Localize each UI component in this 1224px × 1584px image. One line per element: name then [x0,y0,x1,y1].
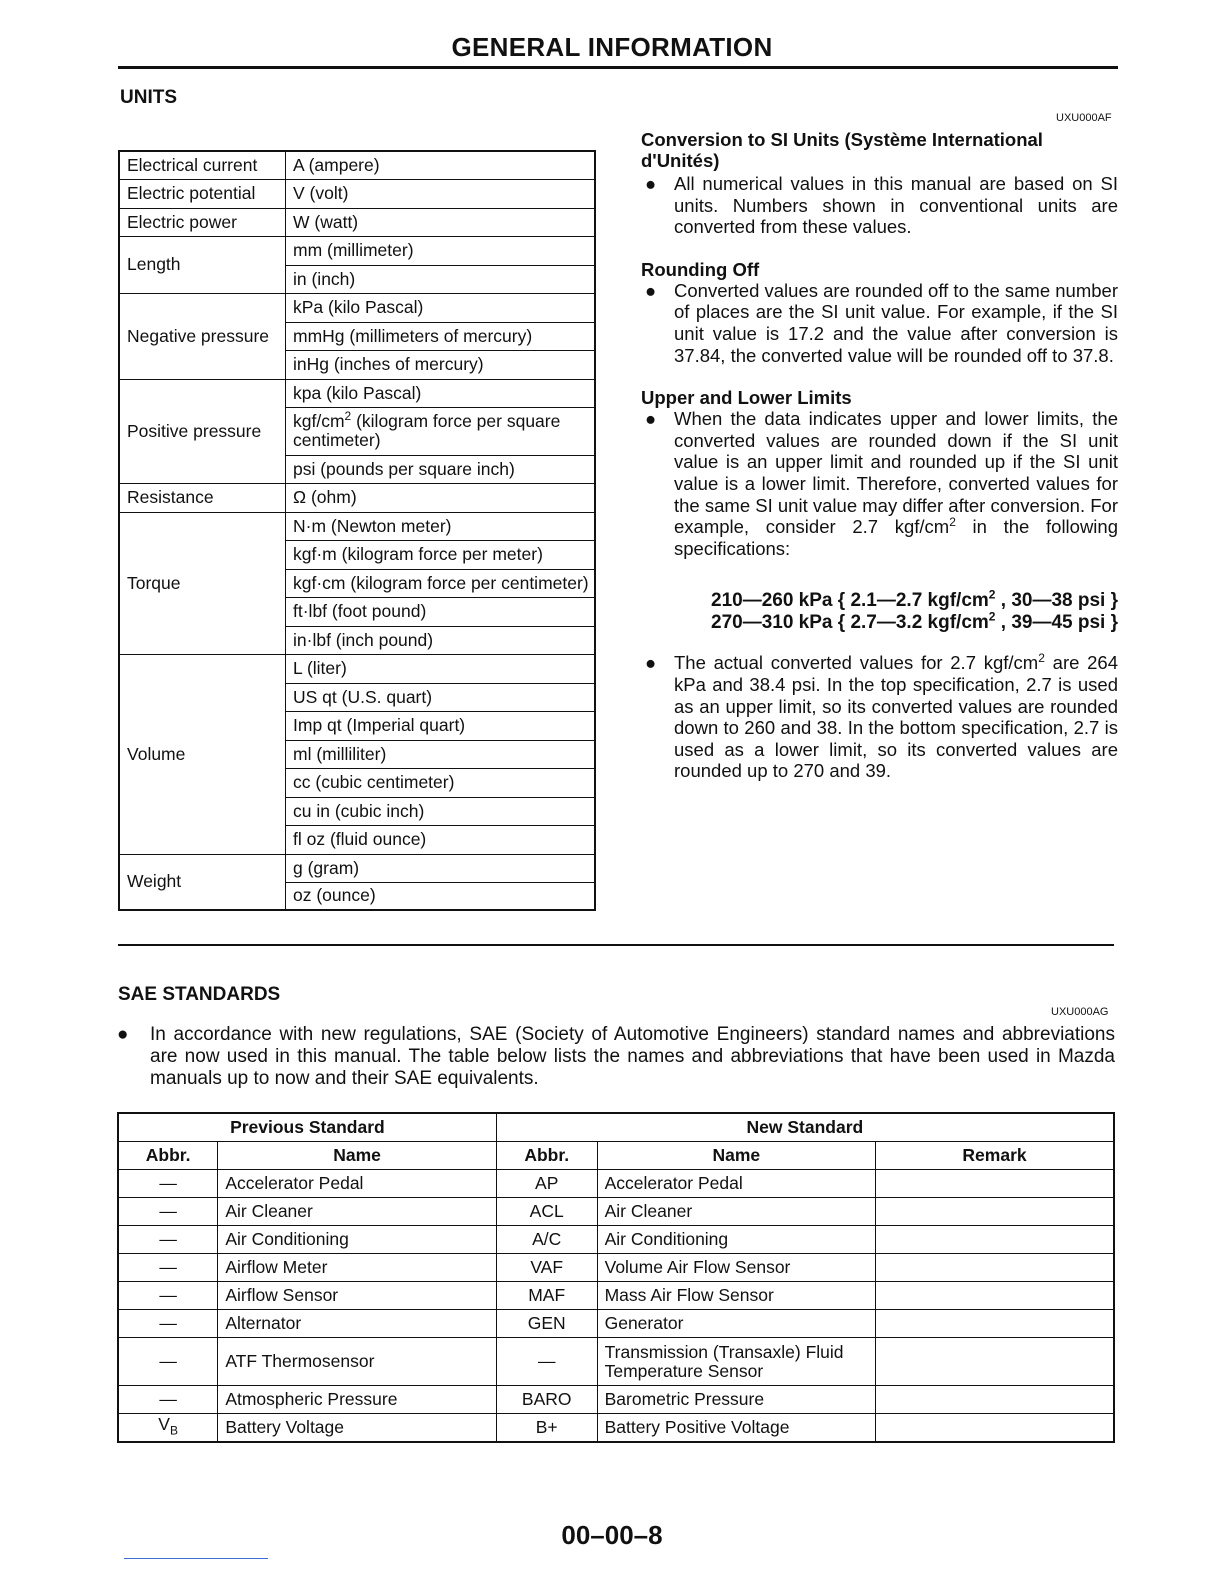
bullet-text: The actual converted values for 2.7 kgf/cm [674,652,1039,674]
spec-text: , 39—45 psi } [995,612,1118,634]
table-row [118,1282,1114,1310]
new-abbr: GEN [496,1310,597,1338]
new-name: Mass Air Flow Sensor [597,1282,875,1310]
table-row [118,1310,1114,1338]
remark [876,1170,1114,1198]
table-row [118,1386,1114,1414]
new-abbr: B+ [496,1414,597,1443]
section-divider [118,944,1114,946]
bullet-icon: ● [645,408,657,430]
unit-category: Negative pressure [119,293,286,379]
table-row [119,293,595,322]
remark [876,1338,1114,1386]
unit-value: ft·lbf (foot pound) [286,597,596,626]
bullet-icon: ● [117,1024,129,1045]
prev-name: Battery Voltage [218,1414,496,1443]
unit-category: Length [119,236,286,293]
table-header-row [118,1113,1114,1142]
sae-table [117,1112,1115,1443]
unit-kgf-cm2-desc: (kilogram force per square centimeter) [293,411,561,450]
table-row [119,379,595,407]
unit-value: oz (ounce) [286,882,596,910]
header-remark: Remark [876,1142,1114,1170]
units-title: UNITS [120,87,177,108]
table-row [119,208,595,236]
remark [876,1198,1114,1226]
table-row [119,483,595,512]
bullet-icon: ● [645,652,657,674]
page-number: 00–00–8 [561,1520,663,1550]
header-new: New Standard [496,1113,1114,1142]
table-row [118,1254,1114,1282]
spec-block [641,587,1118,634]
unit-value: W (watt) [286,208,596,236]
remark [876,1226,1114,1254]
unit-value: fl oz (fluid ounce) [286,825,596,854]
prev-abbr: — [118,1386,218,1414]
new-abbr: A/C [496,1226,597,1254]
unit-category: Resistance [119,483,286,512]
list-item [641,652,1118,782]
table-row [119,854,595,882]
prev-abbr: — [118,1282,218,1310]
spec-text: 270—310 kPa { 2.7—3.2 kgf/cm [711,612,989,634]
superscript: 2 [988,609,996,624]
header-name: Name [218,1142,496,1170]
unit-category: Torque [119,512,286,654]
remark [876,1414,1114,1443]
unit-value: kgf·cm (kilogram force per centimeter) [286,569,596,597]
unit-value: Imp qt (Imperial quart) [286,711,596,740]
unit-value: kgf·m (kilogram force per meter) [286,540,596,569]
new-abbr: — [496,1338,597,1386]
spec-text: , 30—38 psi } [995,590,1118,612]
prev-abbr [118,1414,218,1443]
new-abbr: VAF [496,1254,597,1282]
prev-name: Atmospheric Pressure [218,1386,496,1414]
prev-abbr: — [118,1198,218,1226]
bullet-text: in the following specifications: [674,516,1118,559]
section-code: UXU000AF [1056,112,1112,124]
footer-line [124,1558,268,1559]
prev-abbr: — [118,1338,218,1386]
sae-intro [117,1024,1115,1090]
bullet-icon: ● [645,279,657,301]
table-row [119,512,595,540]
header-abbr: Abbr. [496,1142,597,1170]
remark [876,1282,1114,1310]
unit-value: N·m (Newton meter) [286,512,596,540]
superscript: 2 [1038,651,1045,666]
new-name: Generator [597,1310,875,1338]
bullet-text: are 264 kPa and 38.4 psi. In the top specification, 2.7 is used as an upper limit, so its converted values are rounded down to 260 and 38. In the bottom specification, 2.7 is used as a lower limit, so its converted values are rounded up to 270 and 39. [674,652,1118,782]
list-item [641,408,1118,559]
table-row [119,179,595,208]
prev-name: ATF Thermosensor [218,1338,496,1386]
spec-line [641,587,1118,612]
new-name: Barometric Pressure [597,1386,875,1414]
table-row [118,1170,1114,1198]
list-item [117,1024,1115,1090]
bullet-text: All numerical values in this manual are based on SI units. Numbers shown in conventional units are converted from these values. [674,173,1118,238]
prev-abbr: — [118,1254,218,1282]
unit-value: kpa (kilo Pascal) [286,379,596,407]
table-row [118,1198,1114,1226]
new-name: Air Cleaner [597,1198,875,1226]
unit-kgf-cm2: kgf/cm [293,411,345,431]
header-previous: Previous Standard [118,1113,496,1142]
unit-value: cc (cubic centimeter) [286,768,596,797]
table-row [119,236,595,265]
unit-value: cu in (cubic inch) [286,797,596,825]
limits-heading: Upper and Lower Limits [641,387,852,409]
table-row [118,1414,1114,1443]
bullet-text: In accordance with new regulations, SAE (Society of Automotive Engineers) standard names and abbreviations are now used in this manual. The table below lists the names and abbreviations that have been used in Mazda manuals up to now and their SAE equivalents. [150,1024,1115,1089]
remark [876,1386,1114,1414]
table-row [118,1338,1114,1386]
table-row [119,654,595,683]
new-name: Battery Positive Voltage [597,1414,875,1443]
table-row [119,151,595,179]
remark [876,1310,1114,1338]
unit-value: mm (millimeter) [286,236,596,265]
header-name: Name [597,1142,875,1170]
unit-value: in (inch) [286,265,596,293]
unit-value: US qt (U.S. quart) [286,683,596,711]
unit-value: A (ampere) [286,151,596,179]
table-row [118,1226,1114,1254]
superscript: 2 [949,514,956,529]
units-table [118,150,596,911]
unit-value: V (volt) [286,179,596,208]
unit-category: Volume [119,654,286,854]
unit-category: Weight [119,854,286,910]
conversion-block [641,129,1118,782]
unit-value: L (liter) [286,654,596,683]
abbr-main: V [158,1413,170,1434]
abbr-sub: B [169,1423,178,1438]
spec-text: 210—260 kPa { 2.1—2.7 kgf/cm [711,590,989,612]
unit-category: Electric power [119,208,286,236]
unit-value: in·lbf (inch pound) [286,626,596,654]
prev-abbr: — [118,1226,218,1254]
prev-name: Airflow Meter [218,1254,496,1282]
list-item [641,173,1118,238]
new-name: Volume Air Flow Sensor [597,1254,875,1282]
list-item [641,280,1118,366]
sae-title: SAE STANDARDS [118,984,281,1005]
page-title: GENERAL INFORMATION [451,32,773,62]
new-abbr: ACL [496,1198,597,1226]
conversion-heading: Conversion to SI Units (Système International d'Unités) [641,129,1043,171]
new-abbr: MAF [496,1282,597,1310]
new-name: Air Conditioning [597,1226,875,1254]
unit-value: g (gram) [286,854,596,882]
prev-name: Air Cleaner [218,1198,496,1226]
bullet-icon: ● [645,173,657,194]
unit-category: Electric potential [119,179,286,208]
prev-name: Airflow Sensor [218,1282,496,1310]
spec-line [641,609,1118,634]
prev-name: Air Conditioning [218,1226,496,1254]
bullet-text: Converted values are rounded off to the same number of places are the SI unit value. For example, if the SI unit value is 17.2 and the value after conversion is 37.84, the converted value will be rounded off to 37.8. [674,279,1118,366]
prev-abbr: — [118,1310,218,1338]
unit-value: psi (pounds per square inch) [286,455,596,483]
remark [876,1254,1114,1282]
superscript: 2 [344,409,352,424]
section-code: UXU000AG [1051,1006,1109,1018]
prev-name: Alternator [218,1310,496,1338]
unit-value: Ω (ohm) [286,483,596,512]
unit-value: ml (milliliter) [286,740,596,768]
new-name: Accelerator Pedal [597,1170,875,1198]
prev-name: Accelerator Pedal [218,1170,496,1198]
unit-value [286,407,596,455]
superscript: 2 [988,587,996,602]
bullet-text: When the data indicates upper and lower limits, the converted values are rounded down if the SI unit value is an upper limit and rounded up if the SI unit value is a lower limit. Therefore, converted values for the same SI unit value may differ after conversion. For example, consider 2.7 kgf/cm [674,408,1118,538]
prev-abbr: — [118,1170,218,1198]
new-abbr: BARO [496,1386,597,1414]
unit-value: inHg (inches of mercury) [286,350,596,379]
unit-value: mmHg (millimeters of mercury) [286,322,596,350]
unit-value: kPa (kilo Pascal) [286,293,596,322]
header-rule [118,66,1118,69]
table-header-row [118,1142,1114,1170]
header-abbr: Abbr. [118,1142,218,1170]
new-name: Transmission (Transaxle) Fluid Temperature Sensor [597,1338,875,1386]
unit-category: Positive pressure [119,379,286,483]
rounding-heading: Rounding Off [641,258,760,280]
new-abbr: AP [496,1170,597,1198]
unit-category: Electrical current [119,151,286,179]
